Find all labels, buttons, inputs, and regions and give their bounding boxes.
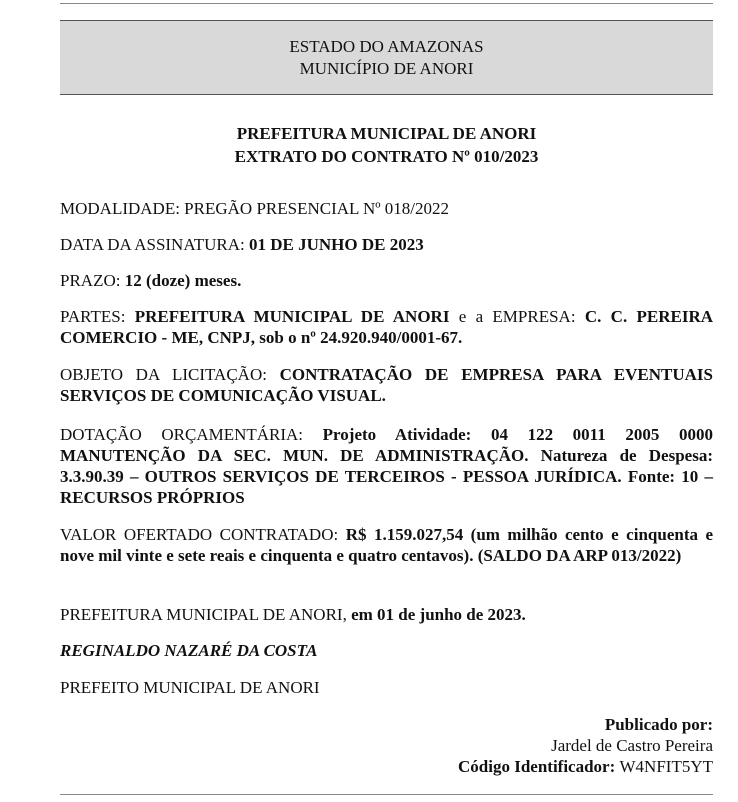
modalidade-line — [60, 198, 713, 219]
local-data-line — [60, 604, 713, 625]
document-title-line1: PREFEITURA MUNICIPAL DE ANORI — [236, 124, 537, 143]
bottom-divider — [60, 794, 713, 795]
data-assinatura-value: 01 DE JUNHO DE 2023 — [248, 235, 424, 254]
objeto-label: OBJETO DA LICITAÇÃO: — [60, 365, 280, 384]
prazo-value: 12 (doze) meses. — [124, 271, 242, 290]
partes-label: PARTES: — [60, 307, 135, 326]
identifier-line — [458, 756, 713, 777]
municipality-name: MUNICÍPIO DE ANORI — [299, 59, 474, 78]
data-assinatura-line — [60, 234, 713, 255]
local-data-label: PREFEITURA MUNICIPAL DE ANORI, — [60, 605, 352, 624]
modalidade-text: MODALIDADE: PREGÃO PRESENCIAL Nº 018/2022 — [60, 199, 450, 218]
dotacao-paragraph — [60, 424, 713, 508]
partes-paragraph — [60, 306, 713, 348]
local-data-value: em 01 de junho de 2023. — [351, 605, 526, 624]
prazo-line — [60, 270, 713, 291]
top-divider — [60, 3, 713, 4]
dotacao-value: Projeto Atividade: 04 122 0011 2005 0000 MANUTENÇÃO DA SEC. MUN. DE ADMINISTRAÇÃO. Natureza de Despesa: 3.3.90.39 – OUTROS SERVIÇOS DE TERCEIROS - PESSOA JURÍDICA. Fonte: 10 – RECURSOS PRÓPRIOS — [60, 425, 713, 507]
identifier-code: W4NFIT5YT — [619, 757, 713, 776]
valor-label: VALOR OFERTADO CONTRATADO: — [60, 525, 346, 544]
valor-value: R$ 1.159.027,54 (um milhão cento e cinquenta e nove mil vinte e sete reais e cinquenta e quatro centavos). (SALDO DA ARP 013/2022) — [60, 525, 714, 565]
publication-label: Publicado por: — [604, 715, 713, 734]
signatory-role: PREFEITO MUNICIPAL DE ANORI — [60, 678, 320, 697]
data-assinatura-label: DATA DA ASSINATURA: — [60, 235, 249, 254]
objeto-value: CONTRATAÇÃO DE EMPRESA PARA EVENTUAIS SERVIÇOS DE COMUNICAÇÃO VISUAL. — [60, 365, 714, 405]
partes-party1: PREFEITURA MUNICIPAL DE ANORI — [134, 307, 450, 326]
publisher-name: Jardel de Castro Pereira — [551, 736, 713, 755]
partes-connector: e a EMPRESA: — [449, 307, 585, 326]
identifier-label: Código Identificador: — [458, 757, 620, 776]
valor-paragraph — [60, 524, 713, 566]
document-title-line2: EXTRATO DO CONTRATO Nº 010/2023 — [234, 147, 539, 166]
signatory-role-line — [60, 677, 713, 698]
dotacao-label: DOTAÇÃO ORÇAMENTÁRIA: — [60, 425, 323, 444]
state-name: ESTADO DO AMAZONAS — [289, 37, 484, 56]
state-header-banner — [60, 20, 713, 95]
prazo-label: PRAZO: — [60, 271, 125, 290]
partes-party2: C. C. PEREIRA COMERCIO - ME, CNPJ, sob o nº 24.920.940/0001-67. — [60, 307, 714, 347]
objeto-paragraph — [60, 364, 713, 406]
signatory-name: REGINALDO NAZARÉ DA COSTA — [60, 641, 318, 660]
publication-block — [458, 714, 713, 777]
